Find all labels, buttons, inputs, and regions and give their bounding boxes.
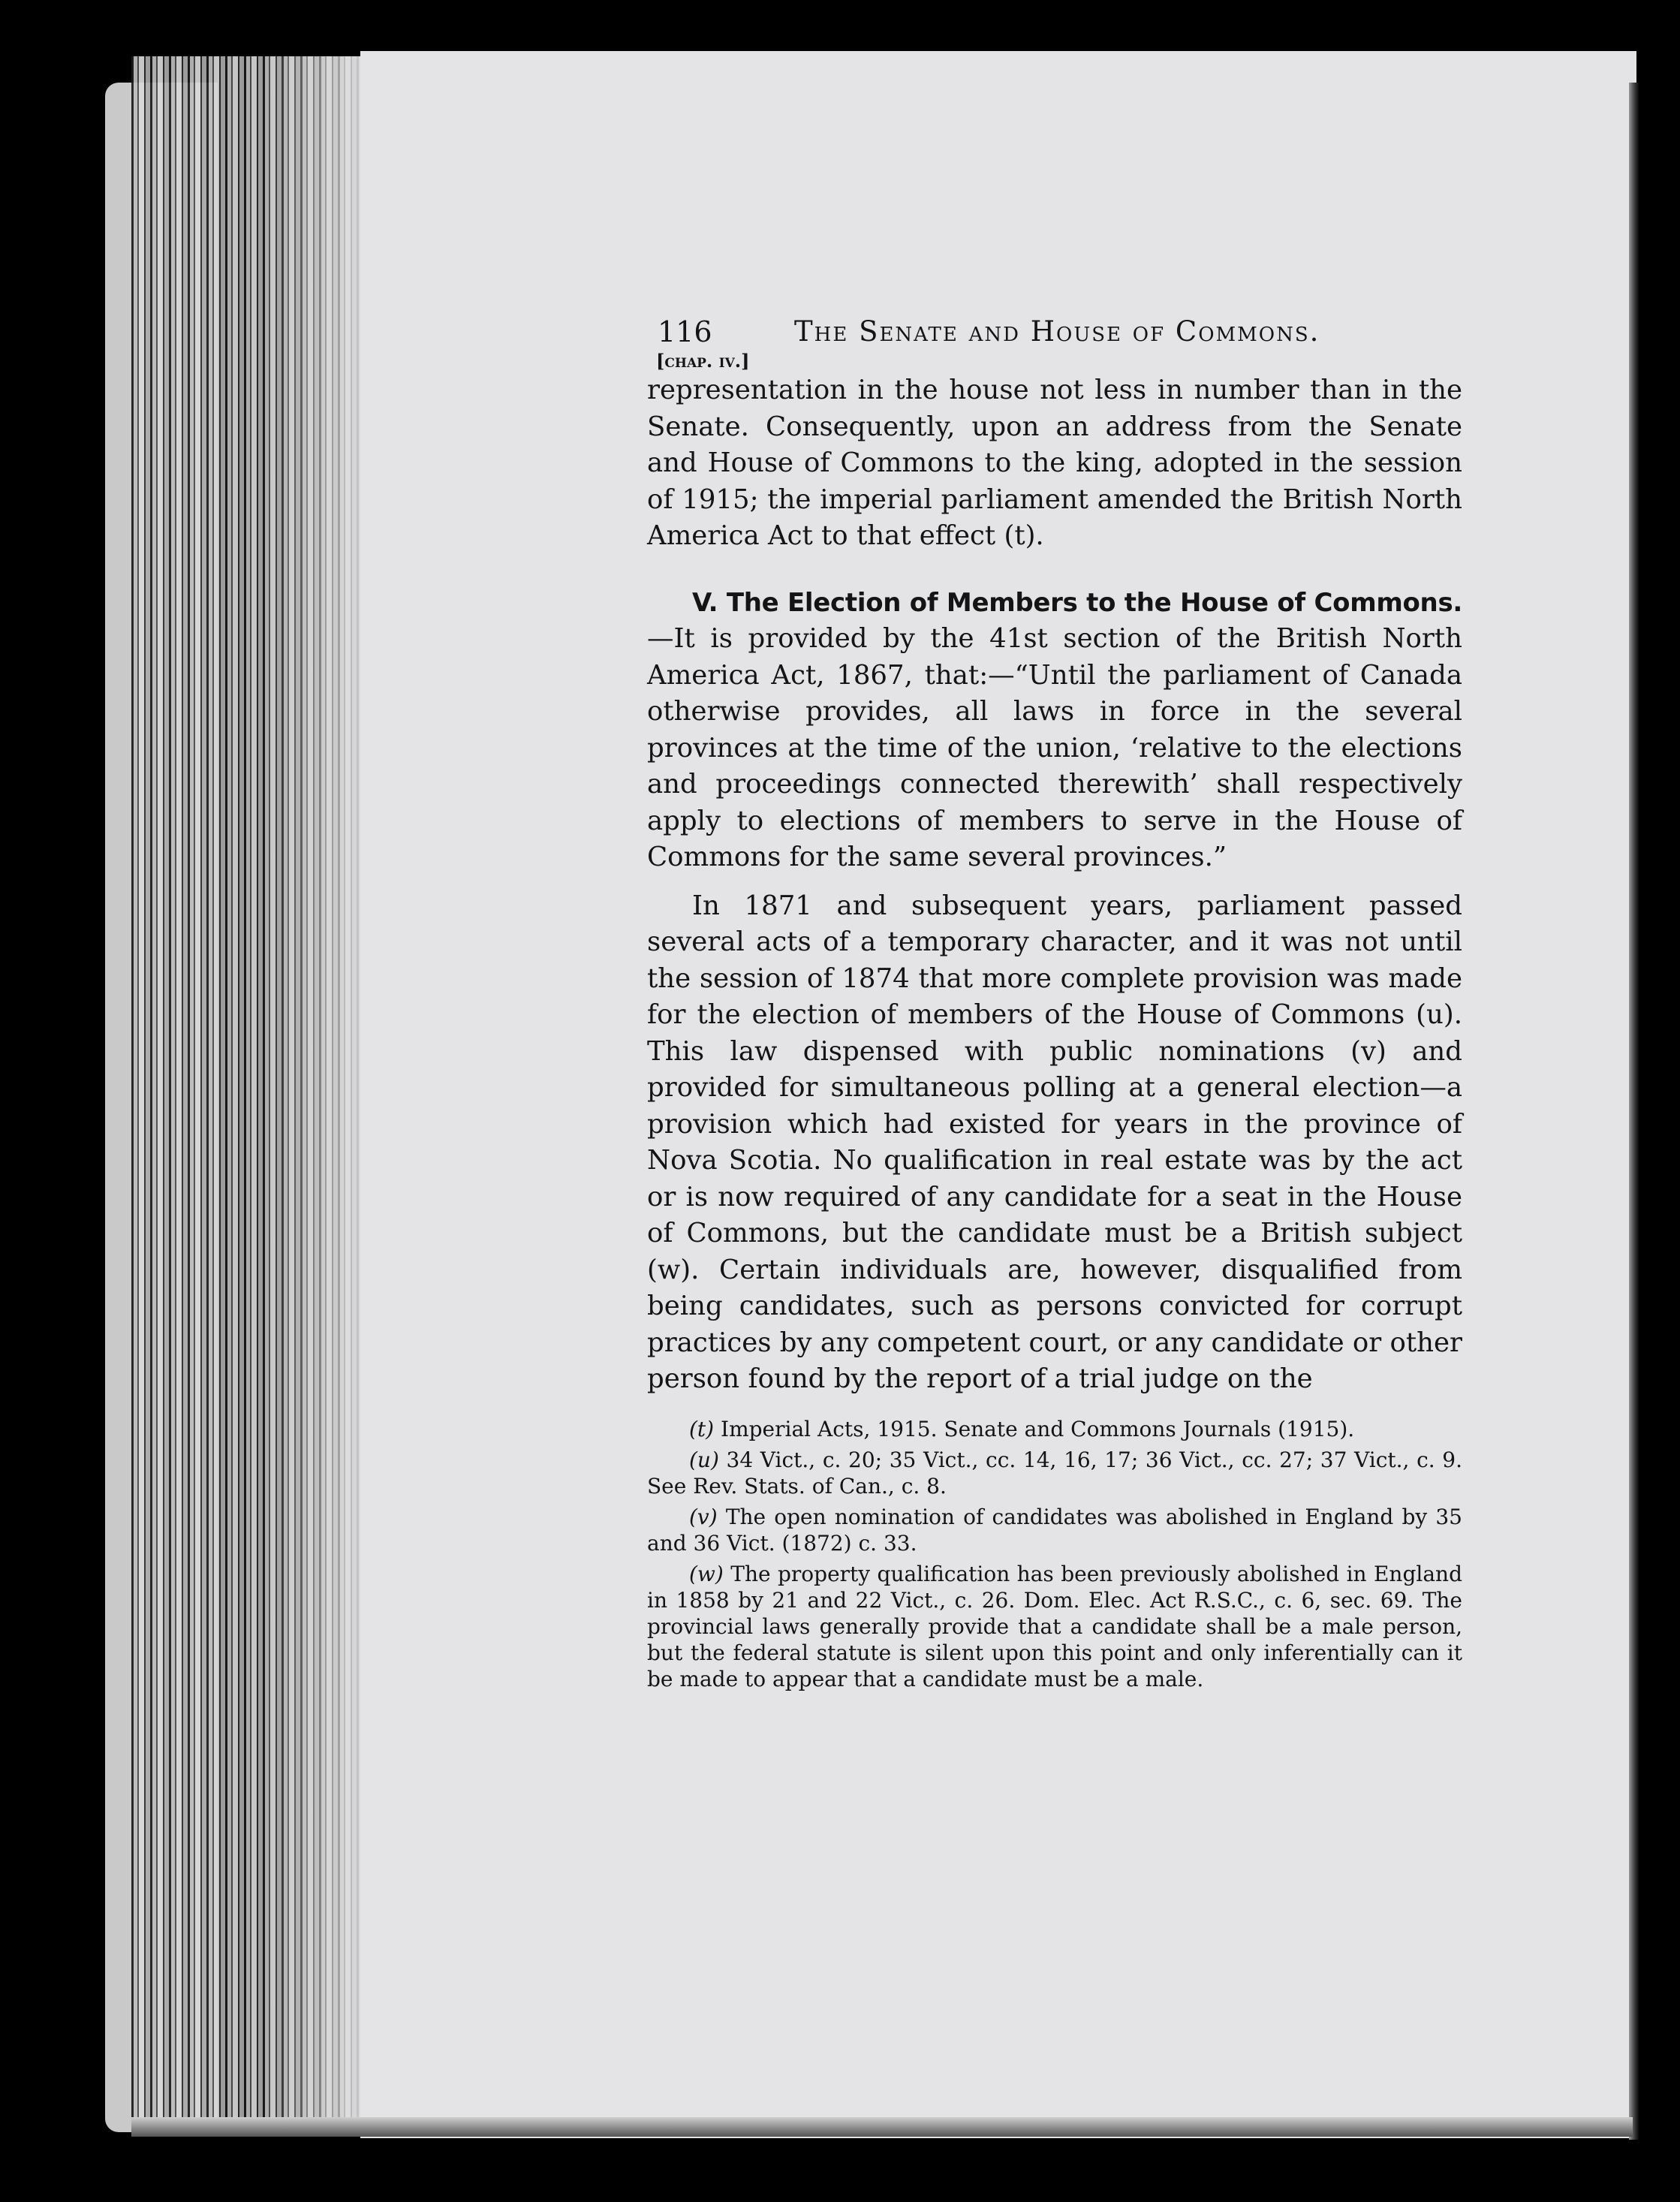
page-text-block (647, 314, 1462, 1692)
footnote-text: Imperial Acts, 1915. Senate and Commons Journals (1915). (721, 1416, 1355, 1441)
footnote-u (647, 1447, 1462, 1499)
running-head (647, 314, 1462, 350)
footnote-text: 34 Vict., c. 20; 35 Vict., cc. 14, 16, 17; 36 Vict., cc. 27; 37 Vict., c. 9. See Rev. Stats. of Can., c. 8. (647, 1447, 1462, 1499)
paragraph-1871: In 1871 and subsequent years, parliament passed several acts of a temporary character, and it was not until the session of 1874 that more complete provision was made for the election of members of the House of Commons (u). This law dispensed with public nominations (v) and provided for simultaneous polling at a general election—a provision which had existed for years in the province of Nova Scotia. No qualification in real estate was by the act or is now required of any candidate for a seat in the House of Commons, but the candidate must be a British subject (w). Certain individuals are, however, disqualified from being candidates, such as persons convicted for corrupt practices by any competent court, or any candidate or other person found by the report of a trial judge on the (647, 890, 1462, 1394)
chapter-marker: [chap. iv.] (656, 350, 750, 372)
page-number: 116 (658, 315, 712, 348)
footnotes (647, 1416, 1462, 1692)
running-title: The Senate and House of Commons. (794, 315, 1320, 348)
footnote-text: The property qualification has been previously abolished in England in 1858 by 21 and 22 Vict., c. 26. Dom. Elec. Act R.S.C., c. 6, sec. 69. The provincial laws generally provide that a candidate shall be a male person, but the federal statute is silent upon this point and only inferentially can it be made to appear that a candidate must be a male. (647, 1561, 1462, 1691)
bottom-page-edge (131, 2117, 1633, 2137)
page-gutter-shadow (263, 56, 375, 2136)
right-page-edge (1629, 83, 1639, 2140)
footnote-v (647, 1504, 1462, 1556)
footnote-mark: (t) (689, 1416, 715, 1441)
section-v-paragraph (647, 585, 1462, 876)
footnote-text: The open nomination of candidates was abolished in England by 35 and 36 Vict. (1872) c. 33. (647, 1504, 1462, 1556)
footnote-mark: (v) (689, 1504, 718, 1529)
footnote-mark: (u) (689, 1447, 719, 1472)
continuation-paragraph: representation in the house not less in number than in the Senate. Consequently, upon an address from the Senate and House of Commons to the king, adopted in the session of 1915; the imperial parliament amended the British North America Act to that effect (t). (647, 375, 1462, 551)
footnote-t (647, 1416, 1462, 1442)
footnote-w (647, 1561, 1462, 1692)
footnote-mark: (w) (689, 1561, 724, 1586)
section-heading: V. The Election of Members to the House of Commons. (692, 587, 1462, 618)
section-v-opening: —It is provided by the 41st section of the British North America Act, 1867, that:—“Until the parliament of Canada otherwise provides, all laws in force in the several provinces at the time of the union, ‘relative to the elections and proceedings connected therewith’ shall respectively apply to elections of members to serve in the House of Commons for the same several provinces.” (647, 623, 1462, 872)
